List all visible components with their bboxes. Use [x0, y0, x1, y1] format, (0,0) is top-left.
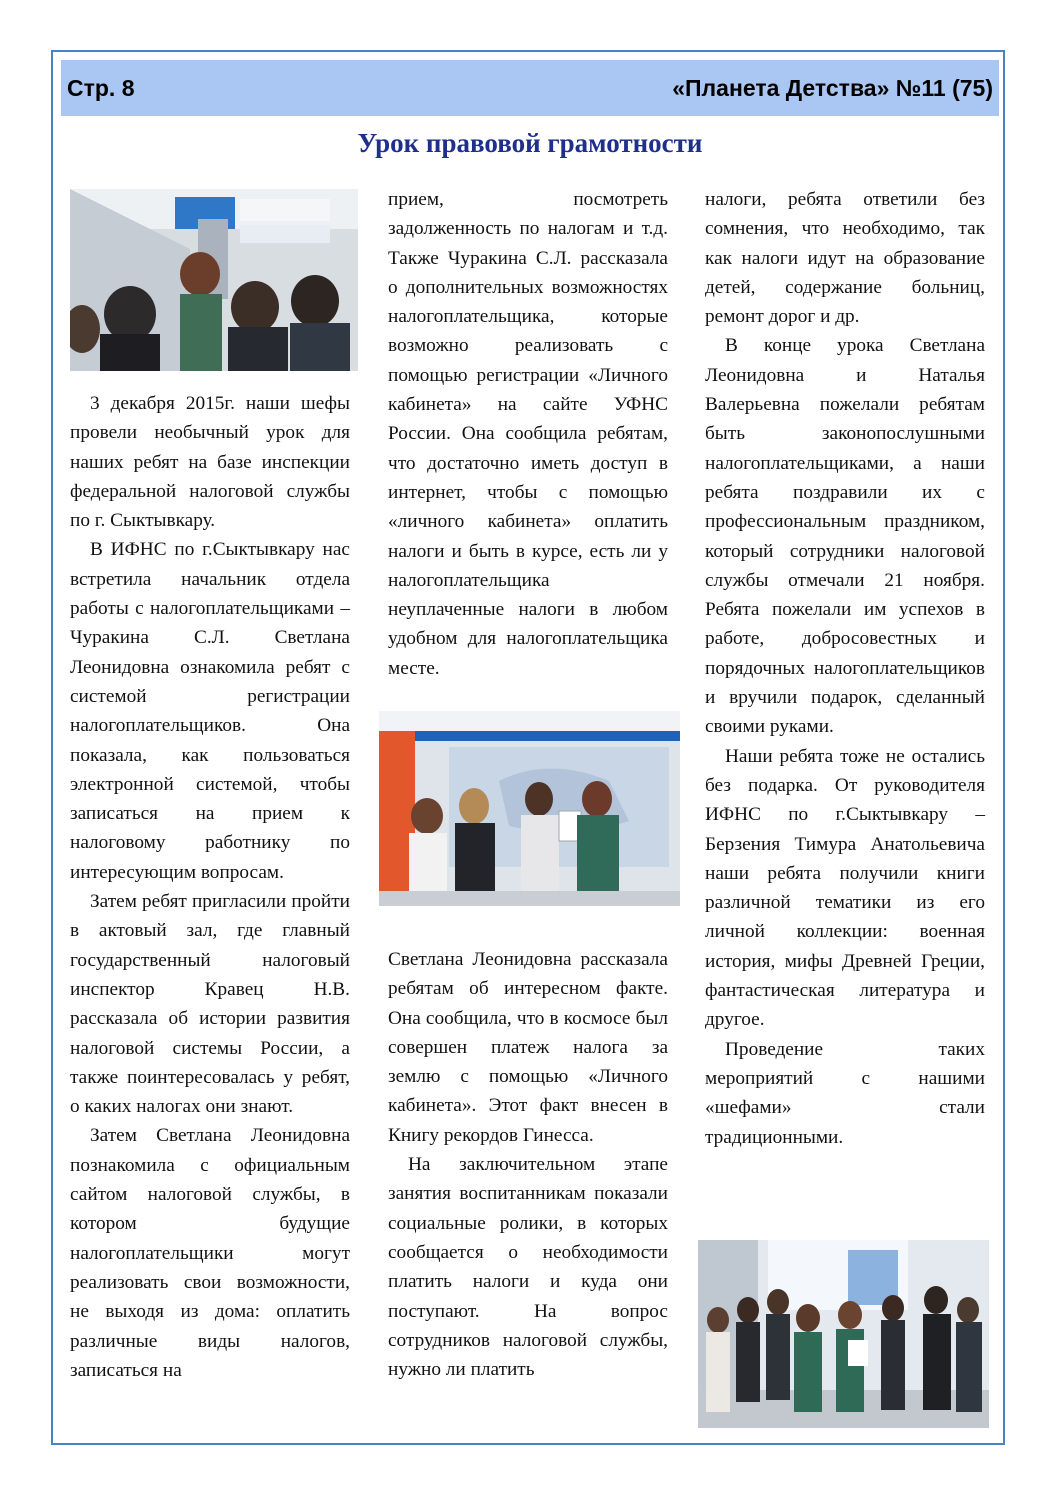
article-column-2-top: [388, 185, 668, 683]
paragraph: На заключительном этапе занятия воспитанникам показали социальные ролики, в которых сообщается о необходимости платить налоги и куда они поступают. На вопрос сотрудников налоговой службы, нужно ли платить: [388, 1154, 668, 1381]
issue-title: «Планета Детства» №11 (75): [672, 74, 993, 101]
page-header: [61, 60, 999, 116]
photo-group: [698, 1240, 989, 1428]
paragraph: В конце урока Светлана Леонидовна и Наталья Валерьевна пожелали ребятам быть законопослушными налогоплательщиками, а наши ребята поздравили их с профессиональным праздником, который сотрудники налоговой службы отмечали 21 ноября. Ребята пожелали им успехов в работе, добросовестных и порядочных налогоплательщиков и вручили подарок, сделанный своими руками.: [705, 335, 985, 738]
photo-corridor: [70, 189, 358, 371]
paragraph: Светлана Леонидовна рассказала ребятам об интересном факте. Она сообщила, что в космосе был совершен платеж налога за землю с помощью «Личного кабинета». Этот факт внесен в Книгу рекордов Гинесса.: [388, 949, 668, 1146]
paragraph: прием, посмотреть задолженность по налогам и т.д. Также Чуракина С.Л. рассказала о дополнительных возможностях налогоплательщика, которые возможно реализовать с помощью регистрации «Личного кабинета» на сайте УФНС России. Она сообщила ребятам, что достаточно иметь доступ в интернет, чтобы с помощью «личного кабинета» оплатить налоги и быть в курсе, есть ли у налогоплательщика неуплаченные налоги в любом удобном для налогоплательщика месте.: [388, 189, 668, 679]
paragraph: 3 декабря 2015г. наши шефы провели необычный урок для наших ребят на базе инспекции федеральной налоговой службы по г. Сыктывкару.: [70, 393, 350, 532]
paragraph: В ИФНС по г.Сыктывкару нас встретила начальник отдела работы с налогоплательщиками – Чуракина С.Л. Светлана Леонидовна ознакомила ребят с системой регистрации налогоплательщиков. Она показала, как пользоваться электронной системой, чтобы записаться на прием к налоговому работнику по интересующим вопросам.: [70, 539, 350, 883]
paragraph: Наши ребята тоже не остались без подарка. От руководителя ИФНС по г.Сыктывкару – Берзения Тимура Анатольевича наши ребята получили книги различной тематики из его личной коллекции: военная история, мифы Древней Греции, фантастическая литература и другое.: [705, 745, 985, 1031]
paragraph: Проведение таких мероприятий с нашими «шефами» стали традиционными.: [705, 1038, 985, 1148]
article-column-3: [705, 185, 985, 1152]
article-column-2-bottom: [388, 945, 668, 1384]
page-number: Стр. 8: [67, 74, 135, 101]
article-column-1: [70, 389, 350, 1385]
paragraph: Затем ребят пригласили пройти в актовый зал, где главный государственный налоговый инспектор Кравец Н.В. рассказала об истории развития налоговой системы России, а также поинтересовалась у ребят, о каких налогах они знают.: [70, 891, 350, 1118]
article-title: Урок правовой грамотности: [357, 128, 703, 158]
paragraph: Затем Светлана Леонидовна познакомила с официальным сайтом налоговой службы, в котором будущие налогоплательщики могут реализовать свои возможности, не выходя из дома: оплатить различные виды налогов, записаться на: [70, 1125, 350, 1381]
paragraph: налоги, ребята ответили без сомнения, что необходимо, так как налоги идут на образование детей, содержание больниц, ремонт дорог и др.: [705, 189, 985, 328]
photo-certificate-handover: [379, 711, 680, 906]
